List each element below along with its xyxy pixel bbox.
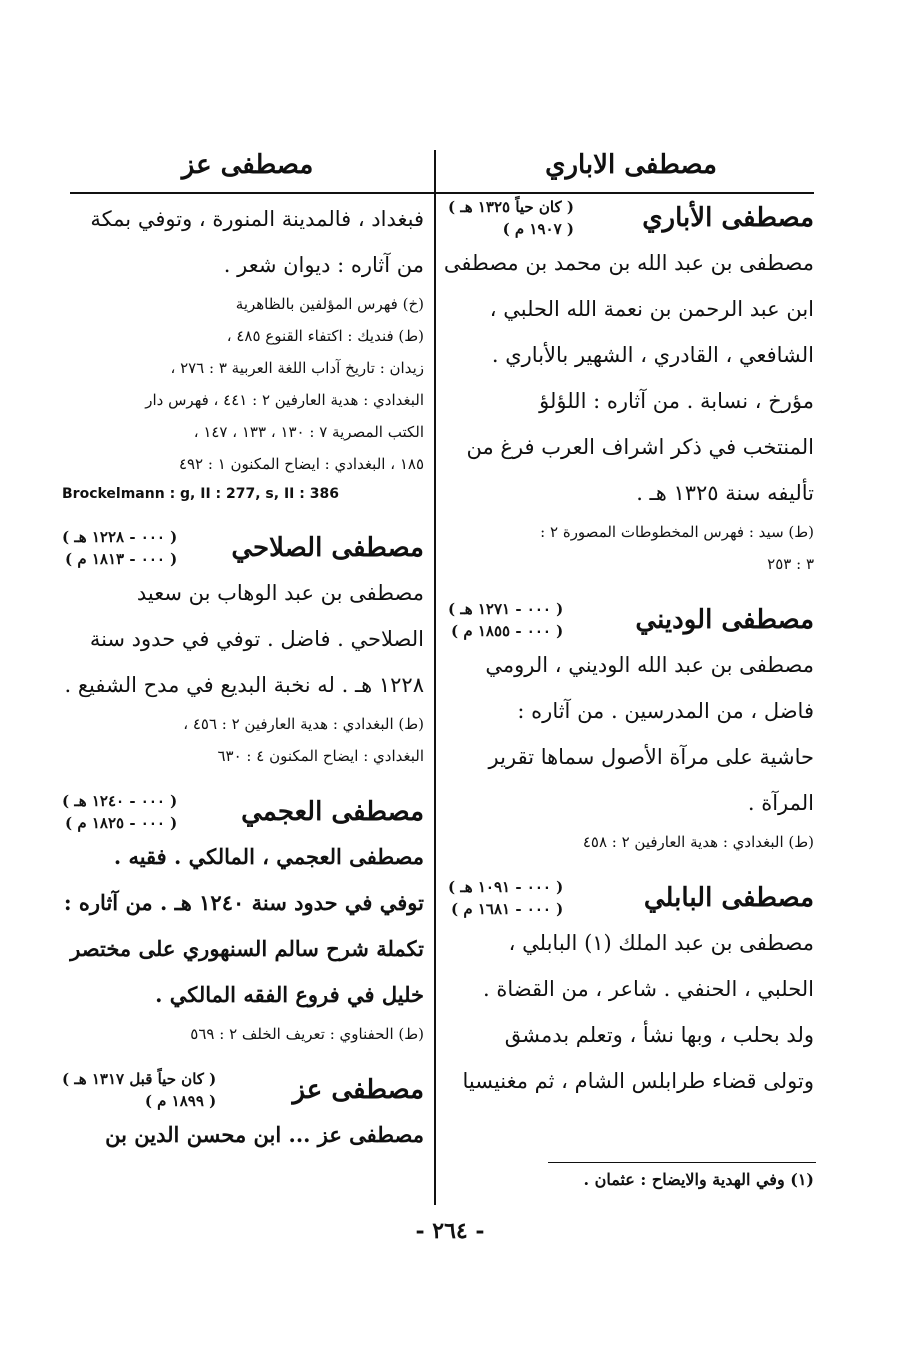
- entry-heading: [448, 876, 814, 920]
- entry-date-gregorian: ( ١٩٠٧ م ): [502, 220, 574, 238]
- entry-reference: (ط) البغدادي : هدية العارفين ٢ : ٤٥٦ ،: [183, 715, 424, 733]
- entry-date-gregorian: ( ٠٠٠ - ١٨١٣ م ): [65, 550, 178, 568]
- biography-entry: [448, 876, 814, 1104]
- entry-heading: [448, 598, 814, 642]
- entry-date-gregorian: ( ٠٠٠ - ١٨٢٥ م ): [65, 814, 178, 832]
- entry-reference: (خ) فهرس المؤلفين بالظاهرية: [235, 295, 424, 313]
- entry-text-line: ١٢٢٨ هـ . له نخبة البديع في مدح الشفيع .: [64, 673, 424, 697]
- biography-entry: [443, 196, 814, 580]
- entry-date-gregorian: ( ٠٠٠ - ١٦٨١ م ): [451, 900, 564, 918]
- entry-text-line: الحلبي ، الحنفي . شاعر ، من القضاة .: [483, 977, 814, 1001]
- entry-text-line: فاضل ، من المدرسين . من آثاره :: [517, 699, 814, 723]
- entry-text-line: المرآة .: [747, 791, 814, 815]
- entry-reference: (ط) البغدادي : هدية العارفين ٢ : ٤٥٨: [582, 833, 814, 851]
- page-number: - ٢٦٤ -: [415, 1218, 485, 1244]
- header-rule: [70, 192, 814, 194]
- entry-reference: ١٨٥ ، البغدادي : ايضاح المكنون ١ : ٤٩٢: [178, 455, 424, 473]
- entry-name: مصطفى البابلي: [643, 883, 814, 913]
- entry-dates: [448, 876, 563, 920]
- entry-text-line: المنتخب في ذكر اشراف العرب فرغ من: [466, 435, 814, 459]
- continued-entry: [62, 196, 424, 508]
- latin-reference: Brockelmann : g, II : 277, s, II : 386: [62, 486, 339, 502]
- left-column: [62, 196, 424, 1158]
- entry-name: مصطفى الصلاحي: [231, 533, 424, 563]
- entry-text-line: مصطفى عز ... ابن محسن الدين بن: [105, 1122, 424, 1147]
- entry-text-line: توفي في حدود سنة ١٢٤٠ هـ . من آثاره :: [63, 890, 424, 915]
- entry-text-line: من آثاره : ديوان شعر .: [223, 253, 424, 277]
- right-column: [443, 196, 814, 1104]
- biography-entry: [62, 1068, 424, 1158]
- entry-heading: [62, 1068, 424, 1112]
- entry-date-gregorian: ( ١٨٩٩ م ): [144, 1092, 217, 1110]
- entry-reference: البغدادي : هدية العارفين ٢ : ٤٤١ ، فهرس دار: [145, 391, 424, 409]
- entry-dates: [448, 598, 563, 642]
- entry-text-line: الشافعي ، القادري ، الشهير بالأباري .: [491, 343, 814, 367]
- entry-heading: [448, 196, 814, 240]
- entry-name: مصطفى عز: [292, 1075, 424, 1105]
- entry-text-line: مصطفى بن عبد الملك (١) البابلي ،: [508, 931, 814, 955]
- entry-text-line: حاشية على مرآة الأصول سماها تقرير: [488, 745, 814, 769]
- entry-dates: [62, 790, 177, 834]
- footnote: (١) وفي الهدية والايضاح : عثمان .: [583, 1170, 814, 1189]
- biography-entry: [448, 598, 814, 858]
- entry-text-line: وتولى قضاء طرابلس الشام ، ثم مغنيسيا: [462, 1069, 814, 1093]
- entry-reference: ٣ : ٢٥٣: [767, 555, 814, 573]
- entry-text-line: تكملة شرح سالم السنهوري على مختصر: [70, 936, 424, 961]
- column-divider: [434, 150, 436, 1205]
- entry-text-line: فبغداد ، فالمدينة المنورة ، وتوفي بمكة: [90, 207, 424, 231]
- entry-text-line: الصلاحي . فاضل . توفي في حدود سنة: [89, 627, 424, 651]
- entry-text-line: تأليفه سنة ١٣٢٥ هـ .: [636, 481, 814, 505]
- entry-text-line: مصطفى بن عبد الوهاب بن سعيد: [136, 581, 424, 605]
- entry-name: مصطفى الأباري: [642, 203, 814, 233]
- entry-reference: (ط) سيد : فهرس المخطوطات المصورة ٢ :: [540, 523, 814, 541]
- entry-dates: [448, 196, 574, 240]
- entry-text-line: مصطفى العجمي ، المالكي . فقيه .: [113, 844, 424, 869]
- entry-reference: البغدادي : ايضاح المكنون ٤ : ٦٣٠: [217, 747, 424, 765]
- entry-dates: [62, 526, 177, 570]
- footnote-rule: [548, 1162, 816, 1163]
- entry-name: مصطفى الوديني: [635, 605, 814, 635]
- entry-text-line: مؤرخ ، نسابة . من آثاره : اللؤلؤ: [539, 389, 814, 413]
- entry-date-hijri: ( كان حياً ١٣٢٥ هـ ): [448, 198, 574, 216]
- entry-date-hijri: ( ٠٠٠ - ١٢٤٠ هـ ): [62, 792, 178, 810]
- entry-date-hijri: ( ٠٠٠ - ١٢٢٨ هـ ): [62, 528, 178, 546]
- biography-entry: [62, 790, 424, 1050]
- entry-reference: (ط) الحفناوي : تعريف الخلف ٢ : ٥٦٩: [190, 1025, 424, 1043]
- entry-date-hijri: ( ٠٠٠ - ١٢٧١ هـ ): [448, 600, 564, 618]
- entry-date-gregorian: ( ٠٠٠ - ١٨٥٥ م ): [451, 622, 564, 640]
- entry-heading: [62, 790, 424, 834]
- entry-text-line: ابن عبد الرحمن بن نعمة الله الحلبي ،: [489, 297, 814, 321]
- entry-reference: الكتب المصرية ٧ : ١٣٠ ، ١٣٣ ، ١٤٧ ،: [193, 423, 424, 441]
- entry-text-line: خليل في فروع الفقه المالكي .: [155, 982, 424, 1007]
- entry-text-line: ولد بحلب ، وبها نشأ ، وتعلم بدمشق: [504, 1023, 814, 1047]
- entry-heading: [62, 526, 424, 570]
- entry-name: مصطفى العجمي: [241, 797, 424, 827]
- biography-entry: [62, 526, 424, 772]
- entry-dates: [62, 1068, 216, 1112]
- running-header-left: مصطفى عز: [181, 150, 314, 180]
- entry-reference: زيدان : تاريخ آداب اللغة العربية ٣ : ٢٧٦ ،: [170, 359, 424, 377]
- entry-date-hijri: ( كان حياً قبل ١٣١٧ هـ ): [62, 1070, 217, 1088]
- entry-text-line: مصطفى بن عبد الله الوديني ، الرومي: [485, 653, 814, 677]
- entry-reference: (ط) فنديك : اكتفاء القنوع ٤٨٥ ،: [226, 327, 424, 345]
- entry-date-hijri: ( ٠٠٠ - ١٠٩١ هـ ): [448, 878, 564, 896]
- running-header-right: مصطفى الاباري: [545, 150, 717, 180]
- entry-text-line: مصطفى بن عبد الله بن محمد بن مصطفى: [443, 251, 814, 275]
